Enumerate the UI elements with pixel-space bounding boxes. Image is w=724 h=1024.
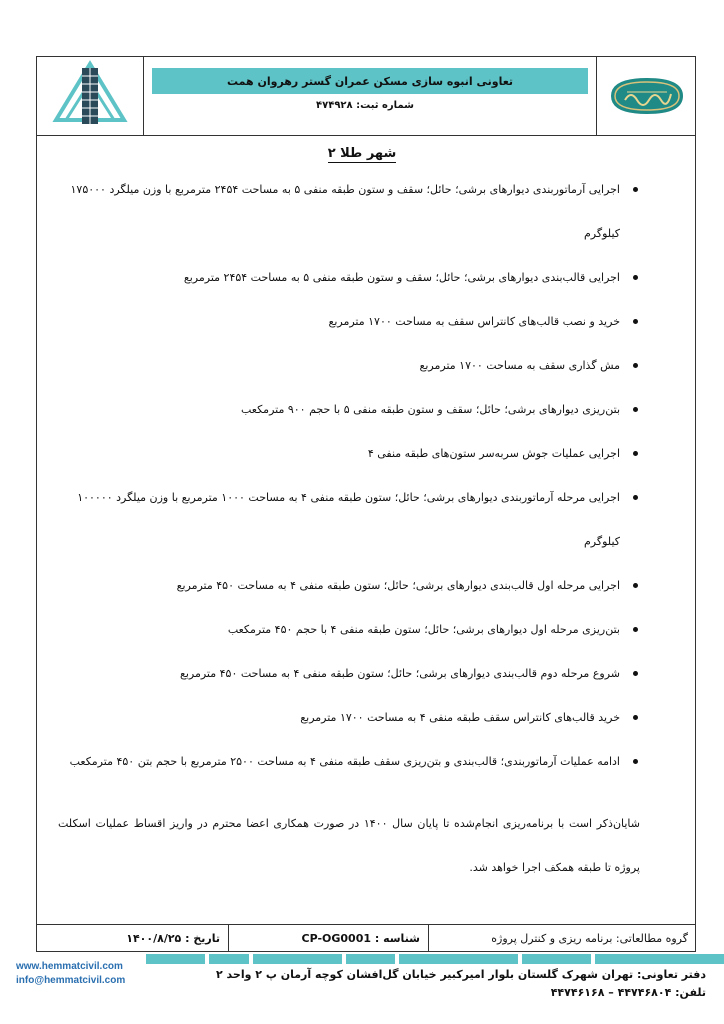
bullet-icon (633, 759, 638, 764)
list-item: خرید قالب‌های کانتراس سقف طبقه منفی ۴ به مساحت ۱۷۰۰ مترمربع (58, 696, 640, 740)
list-item: ادامه عملیات آرماتوربندی؛ قالب‌بندی و بتن‌ریزی سقف طبقه منفی ۴ به مساحت ۲۵۰۰ مترمربع با حجم بتن ۴۵۰ مترمکعب (58, 740, 640, 784)
calligraphy-emblem-icon (596, 56, 696, 135)
list-item: بتن‌ریزی مرحله اول دیوارهای برشی؛ حائل؛ ستون طبقه منفی ۴ با حجم ۴۵۰ مترمکعب (58, 608, 640, 652)
list-item: بتن‌ریزی دیوارهای برشی؛ حائل؛ سقف و ستون طبقه منفی ۵ با حجم ۹۰۰ مترمکعب (58, 388, 640, 432)
closing-paragraph: شایان‌ذکر است با برنامه‌ریزی انجام‌شده تا پایان سال ۱۴۰۰ در صورت همکاری اعضا محترم در واریز اقساط عملیات اسکلت پروژه تا طبقه همکف اجرا خواهد شد. (58, 817, 640, 874)
document-code: شناسه : CP-OG0001 (228, 925, 428, 952)
letterhead (36, 56, 696, 136)
building-logo-icon (36, 56, 144, 135)
list-item: شروع مرحله دوم قالب‌بندی دیوارهای برشی؛ حائل؛ ستون طبقه منفی ۴ به مساحت ۴۵۰ مترمربع (58, 652, 640, 696)
list-item: اجرایی مرحله اول قالب‌بندی دیوارهای برشی؛ حائل؛ ستون طبقه منفی ۴ به مساحت ۴۵۰ مترمربع (58, 564, 640, 608)
document-date: تاریخ : ۱۴۰۰/۸/۲۵ (126, 932, 220, 945)
bullet-icon (633, 671, 638, 676)
registration-number: شماره ثبت: ۴۷۴۹۲۸ (316, 100, 414, 111)
study-group: گروه مطالعاتی: برنامه ریزی و کنترل پروژه (428, 925, 696, 952)
document-footer-table (36, 924, 696, 952)
email-link[interactable]: info@hemmatcivil.com (16, 975, 126, 986)
contact-web (16, 960, 125, 988)
list-item: اجرایی مرحله آرماتوربندی دیوارهای برشی؛ حائل؛ ستون طبقه منفی ۴ به مساحت ۱۰۰۰ مترمربع با وزن میلگرد ۱۰۰۰۰۰ کیلوگرم (58, 476, 640, 564)
office-address: دفتر تعاونی: تهران شهرک گلستان بلوار امیرکبیر خیابان گل‌افشان کوچه آرمان پ ۲ واحد ۲ (215, 968, 706, 981)
letterhead-title-area (144, 56, 596, 135)
bullet-icon (633, 319, 638, 324)
list-item: اجرایی قالب‌بندی دیوارهای برشی؛ حائل؛ سقف و ستون طبقه منفی ۵ به مساحت ۲۴۵۴ مترمربع (58, 256, 640, 300)
organization-name: تعاونی انبوه سازی مسکن عمران گستر رهروان همت (152, 68, 588, 94)
bullet-icon (633, 627, 638, 632)
document-body (58, 168, 640, 890)
bullet-icon (633, 583, 638, 588)
phone-numbers: تلفن: ۴۴۷۴۶۸۰۴ – ۴۴۷۴۶۱۶۸ (550, 986, 706, 999)
website-link[interactable]: www.hemmatcivil.com (16, 961, 123, 972)
bullet-icon (633, 187, 638, 192)
bullet-icon (633, 407, 638, 412)
list-item: اجرایی آرماتوربندی دیوارهای برشی؛ حائل؛ سقف و ستون طبقه منفی ۵ به مساحت ۲۴۵۴ مترمربع با وزن میلگرد ۱۷۵۰۰۰ کیلوگرم (58, 168, 640, 256)
bullet-icon (633, 275, 638, 280)
bullet-icon (633, 363, 638, 368)
list-item: مش گذاری سقف به مساحت ۱۷۰۰ مترمربع (58, 344, 640, 388)
bullet-icon (633, 495, 638, 500)
bullet-icon (633, 451, 638, 456)
list-item: خرید و نصب قالب‌های کانتراس سقف به مساحت ۱۷۰۰ مترمربع (58, 300, 640, 344)
contact-address (216, 966, 706, 1002)
document-title: شهر طلا ۲ (327, 146, 397, 161)
list-item: اجرایی عملیات جوش سربه‌سر ستون‌های طبقه منفی ۴ (58, 432, 640, 476)
decorative-bars (146, 954, 724, 964)
bullet-icon (633, 715, 638, 720)
